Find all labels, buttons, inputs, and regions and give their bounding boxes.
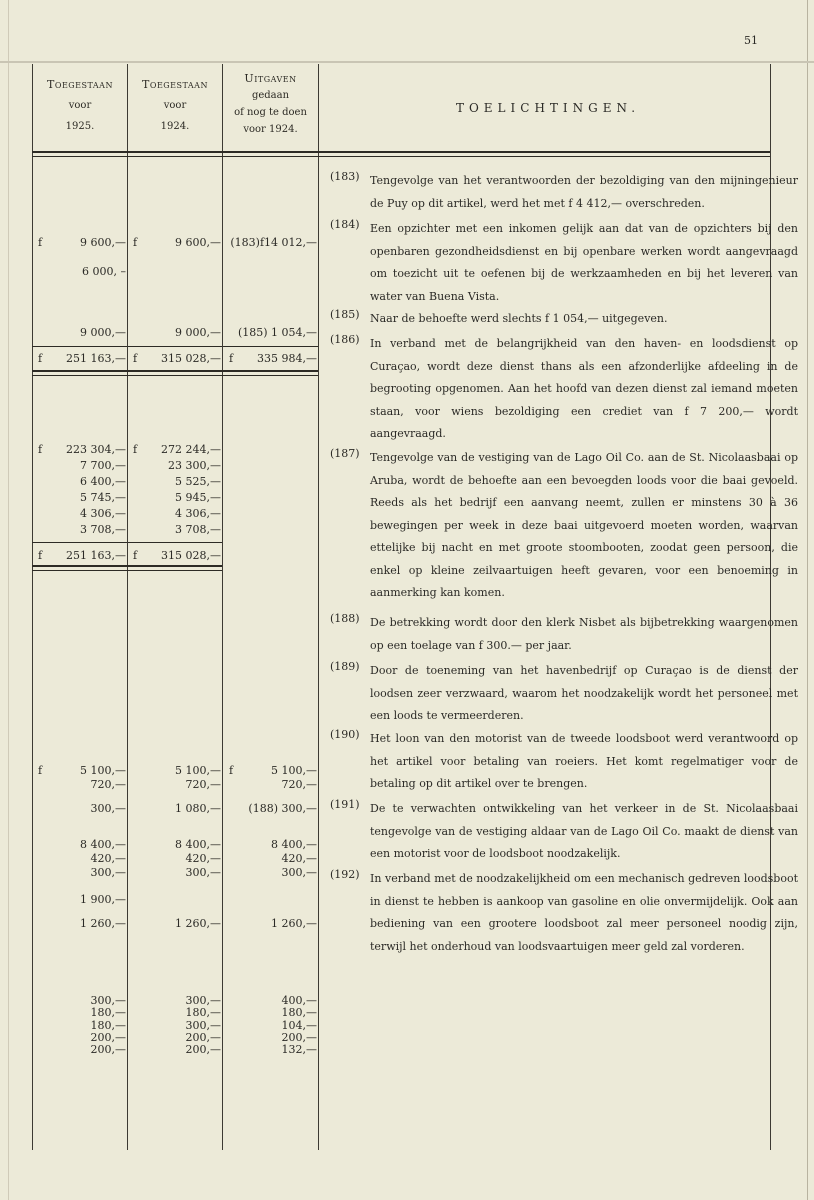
note-number: (192) bbox=[330, 868, 360, 881]
amount-cell: 5 945,— bbox=[175, 491, 221, 504]
sum-rule bbox=[223, 346, 318, 347]
amount-cell: 300,— bbox=[90, 994, 126, 1007]
header-line: gedaan bbox=[251, 90, 290, 101]
amount-cell: (185) 1 054,— bbox=[237, 326, 317, 339]
amount-cell: 300,— bbox=[281, 866, 317, 879]
currency-mark: f bbox=[38, 549, 43, 562]
header-line: voor bbox=[68, 100, 92, 111]
note-number: (190) bbox=[330, 728, 360, 741]
amount-cell: 300,— bbox=[185, 866, 221, 879]
amount-cell: 23 300,— bbox=[168, 459, 221, 472]
amount-cell: 180,— bbox=[281, 1006, 317, 1019]
currency-mark: f bbox=[133, 352, 138, 365]
header-toelichtingen: TOELICHTINGEN. bbox=[455, 101, 641, 115]
amount-cell: 6 400,— bbox=[80, 475, 126, 488]
header-line: voor bbox=[163, 100, 187, 111]
currency-mark: f bbox=[133, 236, 138, 249]
amount-cell: 1 080,— bbox=[175, 802, 221, 815]
top-rule bbox=[0, 61, 814, 63]
amount-cell: 4 306,— bbox=[80, 507, 126, 520]
amount-cell: 315 028,— bbox=[161, 549, 221, 562]
note-number: (188) bbox=[330, 612, 360, 625]
note-text: In verband met de noodzakelijkheid om een mechanisch gedreven loodsboot in dienst te hebben is aankoop van gasoline en olie onvermijdelijk. Ook aan bediening van een grootere loodsboot zal meer personeel noodig zijn, terwijl het onderhoud van loodsvaartuigen meer geld zal vorderen. bbox=[370, 872, 798, 953]
amount-cell: 1 900,— bbox=[80, 893, 126, 906]
sum-rule bbox=[32, 346, 127, 347]
amount-cell: 7 700,— bbox=[80, 459, 126, 472]
header-title: Toegestaan bbox=[47, 78, 113, 91]
header-title: Toegestaan bbox=[142, 78, 208, 91]
amount-cell: 8 400,— bbox=[271, 838, 317, 851]
binding-edge bbox=[8, 0, 9, 1200]
currency-mark: f bbox=[133, 549, 138, 562]
amount-cell: 720,— bbox=[281, 778, 317, 791]
sum-rule bbox=[128, 542, 222, 543]
amount-cell: 300,— bbox=[185, 994, 221, 1007]
amount-cell: 200,— bbox=[90, 1031, 126, 1044]
note-number: (184) bbox=[330, 218, 360, 231]
amount-cell: 1 260,— bbox=[175, 917, 221, 930]
header-line: of nog te doen bbox=[234, 107, 307, 118]
amount-cell: (183)f14 012,— bbox=[230, 236, 317, 249]
amount-cell: 200,— bbox=[281, 1031, 317, 1044]
amount-cell: 3 708,— bbox=[80, 523, 126, 536]
amount-cell: 420,— bbox=[281, 852, 317, 865]
amount-cell: 1 260,— bbox=[271, 917, 317, 930]
note-text: Een opzichter met een inkomen gelijk aan dat van de opzichters bij den openbaren gezondheidsdienst en bij openbare werken wordt aangevraagd om toezicht uit te oefenen bij de werkzaamheden en bij het leveren van water van Buena Vista. bbox=[370, 222, 798, 303]
amount-cell: 300,— bbox=[90, 866, 126, 879]
amount-cell: 9 000,— bbox=[80, 326, 126, 339]
note-text: De te verwachten ontwikkeling van het verkeer in de St. Nicolaasbaai tengevolge van de vestiging aldaar van de Lago Oil Co. maakt de dienst van een motorist voor de loodsboot noodzakelijk. bbox=[370, 802, 798, 860]
amount-cell: 251 163,— bbox=[66, 549, 126, 562]
sum-rule bbox=[32, 542, 127, 543]
header-col-uitgaven bbox=[223, 70, 318, 138]
note-number: (191) bbox=[330, 798, 360, 811]
currency-mark: f bbox=[229, 764, 234, 777]
header-line: 1925. bbox=[65, 121, 95, 132]
column-rule bbox=[127, 64, 128, 1150]
amount-cell: 400,— bbox=[281, 994, 317, 1007]
amount-cell: 3 708,— bbox=[175, 523, 221, 536]
currency-mark: f bbox=[38, 443, 43, 456]
note-number: (187) bbox=[330, 447, 360, 460]
amount-cell: 315 028,— bbox=[161, 352, 221, 365]
total-rule bbox=[32, 370, 318, 372]
amount-cell: 180,— bbox=[90, 1006, 126, 1019]
column-rule bbox=[318, 64, 319, 1150]
page-edge bbox=[807, 0, 808, 1200]
note-number: (189) bbox=[330, 660, 360, 673]
amount-cell: 200,— bbox=[185, 1043, 221, 1056]
note-text: De betrekking wordt door den klerk Nisbet als bijbetrekking waargenomen op een toelage van f 300.— per jaar. bbox=[370, 616, 798, 652]
note-text: Tengevolge van het verantwoorden der bezoldiging van den mijningenieur de Puy op dit artikel, werd het met f 4 412,— overschreden. bbox=[370, 174, 798, 210]
amount-cell: 5 100,— bbox=[175, 764, 221, 777]
amount-cell: 8 400,— bbox=[80, 838, 126, 851]
total-rule bbox=[32, 565, 222, 567]
amount-cell: 5 100,— bbox=[271, 764, 317, 777]
note-text: Tengevolge van de vestiging van de Lago Oil Co. aan de St. Nicolaasbaai op Aruba, wordt de behoefte aan een bevoegden loods voor die baai gevoeld. Reeds als het bedrijf een aanvang neemt, zullen er minstens 30 à 36 bewegingen per week in deze baai uitgevoerd moeten worden, waarvan ettelijke bij nacht en met groote stoombooten, zoodat geen persoon, die enkel op kleine zeilvaartuigen heeft gevaren, voor een benoeming in aanmerking kan komen. bbox=[370, 451, 798, 599]
amount-cell: 9 600,— bbox=[175, 236, 221, 249]
column-rule bbox=[32, 64, 33, 1150]
amount-cell: 200,— bbox=[185, 1031, 221, 1044]
currency-mark: f bbox=[229, 352, 234, 365]
amount-cell: 5 745,— bbox=[80, 491, 126, 504]
amount-cell: 4 306,— bbox=[175, 507, 221, 520]
amount-cell: 272 244,— bbox=[161, 443, 221, 456]
header-rule bbox=[32, 156, 770, 157]
amount-cell: 300,— bbox=[90, 802, 126, 815]
amount-cell: 300,— bbox=[185, 1019, 221, 1032]
amount-cell: 720,— bbox=[185, 778, 221, 791]
amount-cell: 9 600,— bbox=[80, 236, 126, 249]
amount-cell: 223 304,— bbox=[66, 443, 126, 456]
column-rule bbox=[222, 64, 223, 1150]
note-text: Het loon van den motorist van de tweede loodsboot werd verantwoord op het artikel voor betaling van roeiers. Het komt regelmatiger voor de betaling op dit artikel over te brengen. bbox=[370, 732, 798, 790]
note-text: Naar de behoefte werd slechts f 1 054,— uitgegeven. bbox=[370, 312, 668, 325]
note-number: (186) bbox=[330, 333, 360, 346]
currency-mark: f bbox=[38, 352, 43, 365]
amount-cell: 180,— bbox=[185, 1006, 221, 1019]
amount-cell: 104,— bbox=[281, 1019, 317, 1032]
header-col-1924 bbox=[128, 74, 222, 137]
note-text: In verband met de belangrijkheid van den haven- en loodsdienst op Curaçao, wordt deze dienst thans als een afzonderlijke afdeeling in de begrooting opgenomen. Aan het hoofd van dezen dienst zal iemand moeten staan, voor wiens bezoldiging een crediet van f 7 200,— wordt aangevraagd. bbox=[370, 337, 798, 440]
header-col-1925 bbox=[33, 74, 127, 137]
amount-cell: 132,— bbox=[281, 1043, 317, 1056]
total-rule bbox=[32, 375, 318, 376]
amount-cell: 5 525,— bbox=[175, 475, 221, 488]
amount-cell: 5 100,— bbox=[80, 764, 126, 777]
header-title: Uitgaven bbox=[244, 72, 297, 85]
amount-cell: 9 000,— bbox=[175, 326, 221, 339]
amount-cell: 180,— bbox=[90, 1019, 126, 1032]
header-line: 1924. bbox=[160, 121, 190, 132]
amount-cell: 420,— bbox=[185, 852, 221, 865]
header-rule bbox=[32, 151, 770, 153]
header-line: voor 1924. bbox=[243, 124, 298, 135]
amount-cell: 200,— bbox=[90, 1043, 126, 1056]
sum-rule bbox=[128, 346, 222, 347]
note-number: (183) bbox=[330, 170, 360, 183]
currency-mark: f bbox=[133, 443, 138, 456]
total-rule bbox=[32, 570, 222, 571]
amount-cell: 8 400,— bbox=[175, 838, 221, 851]
amount-cell: 251 163,— bbox=[66, 352, 126, 365]
currency-mark: f bbox=[38, 764, 43, 777]
amount-cell: 6 000, – bbox=[82, 265, 126, 278]
note-number: (185) bbox=[330, 308, 360, 321]
currency-mark: f bbox=[38, 236, 43, 249]
amount-cell: 720,— bbox=[90, 778, 126, 791]
amount-cell: (188) 300,— bbox=[248, 802, 317, 815]
amount-cell: 1 260,— bbox=[80, 917, 126, 930]
note-text: Door de toeneming van het havenbedrijf op Curaçao is de dienst der loodsen zeer verzwaard, waarom het noodzakelijk wordt het personeel met een loods te vermeerderen. bbox=[370, 664, 798, 722]
page-number: 51 bbox=[744, 34, 758, 47]
amount-cell: 335 984,— bbox=[257, 352, 317, 365]
amount-cell: 420,— bbox=[90, 852, 126, 865]
